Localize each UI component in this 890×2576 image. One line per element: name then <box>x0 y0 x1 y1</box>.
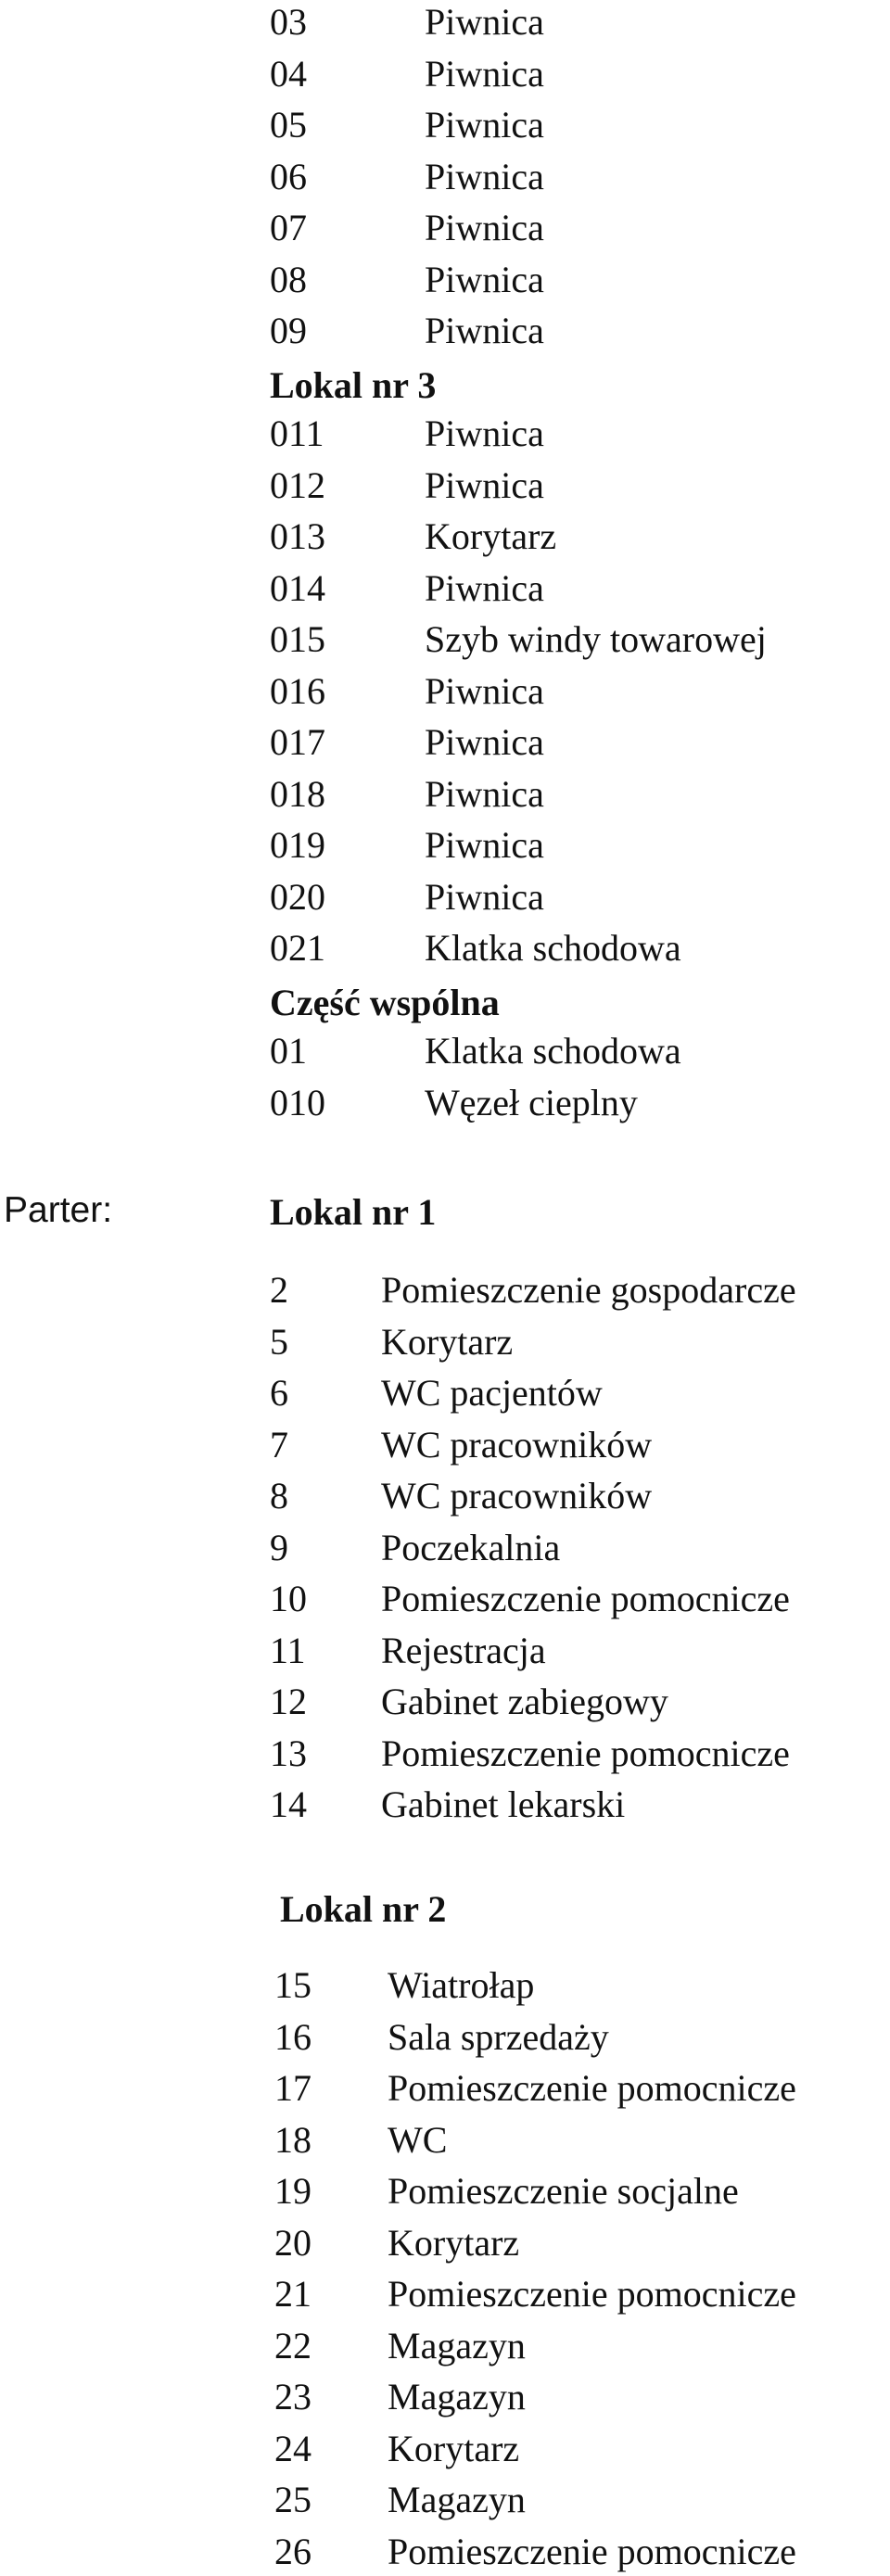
room-name: Piwnica <box>425 104 544 146</box>
room-name: Pomieszczenie pomocnicze <box>388 2067 796 2109</box>
room-number: 12 <box>270 1681 307 1722</box>
room-number: 13 <box>270 1732 307 1774</box>
room-number: 25 <box>274 2479 312 2520</box>
room-number: 11 <box>270 1629 306 1671</box>
room-name: Piwnica <box>425 721 544 763</box>
room-name: WC pracowników <box>381 1475 653 1516</box>
lokal-1-heading: Lokal nr 1 <box>270 1191 437 1233</box>
room-number: 010 <box>270 1081 325 1123</box>
room-name: Poczekalnia <box>381 1526 561 1568</box>
room-number: 06 <box>270 155 307 197</box>
room-name: Piwnica <box>425 669 544 712</box>
room-number: 16 <box>274 2015 312 2058</box>
room-name: Węzeł cieplny <box>425 1081 638 1123</box>
room-number: 10 <box>270 1578 307 1619</box>
room-name: Pomieszczenie socjalne <box>388 2170 739 2212</box>
room-number: 9 <box>270 1526 288 1568</box>
room-name: WC pracowników <box>381 1423 653 1466</box>
room-name: Pomieszczenie pomocnicze <box>381 1578 790 1619</box>
room-name: Piwnica <box>425 463 544 506</box>
lokal-2-heading: Lokal nr 2 <box>280 1888 447 1930</box>
room-number: 014 <box>270 566 325 609</box>
room-number: 03 <box>270 1 307 43</box>
room-name: Rejestracja <box>381 1629 546 1671</box>
room-number: 24 <box>274 2427 312 2469</box>
room-name: Gabinet lekarski <box>381 1783 626 1825</box>
room-name: Pomieszczenie gospodarcze <box>381 1269 796 1311</box>
room-name: Korytarz <box>388 2427 520 2469</box>
room-number: 012 <box>270 463 325 506</box>
room-number: 15 <box>274 1964 312 2006</box>
room-name: WC <box>388 2118 448 2161</box>
room-name: Korytarz <box>425 515 557 557</box>
room-number: 5 <box>270 1320 288 1363</box>
room-name: Piwnica <box>425 155 544 197</box>
room-name: Piwnica <box>425 412 544 454</box>
room-name: Piwnica <box>425 1 544 43</box>
room-name: Piwnica <box>425 566 544 609</box>
room-number: 015 <box>270 618 325 660</box>
room-number: 20 <box>274 2221 312 2264</box>
room-name: Korytarz <box>388 2221 520 2264</box>
room-name: Magazyn <box>388 2376 526 2417</box>
room-number: 07 <box>270 207 307 248</box>
room-number: 6 <box>270 1372 288 1414</box>
room-number: 21 <box>274 2273 312 2315</box>
room-name: Magazyn <box>388 2324 526 2367</box>
room-number: 23 <box>274 2376 312 2417</box>
room-number: 26 <box>274 2530 312 2572</box>
room-name: Wiatrołap <box>388 1964 535 2006</box>
room-name: WC pacjentów <box>381 1372 603 1414</box>
floor-label-parter: Parter: <box>4 1190 113 1230</box>
room-number: 021 <box>270 927 325 969</box>
room-number: 013 <box>270 515 325 557</box>
room-name: Piwnica <box>425 772 544 815</box>
room-number: 019 <box>270 824 325 866</box>
room-name: Korytarz <box>381 1320 514 1363</box>
room-number: 016 <box>270 669 325 712</box>
room-name: Piwnica <box>425 824 544 866</box>
room-number: 08 <box>270 258 307 300</box>
room-number: 14 <box>270 1783 307 1825</box>
room-name: Gabinet zabiegowy <box>381 1681 668 1722</box>
room-name: Klatka schodowa <box>425 1030 681 1072</box>
room-name: Szyb windy towarowej <box>425 618 767 660</box>
room-name: Pomieszczenie pomocnicze <box>381 1732 790 1774</box>
common-part-heading: Część wspólna <box>270 982 500 1023</box>
room-number: 01 <box>270 1030 307 1072</box>
room-name: Sala sprzedaży <box>388 2015 609 2058</box>
room-number: 017 <box>270 721 325 763</box>
room-number: 8 <box>270 1475 288 1516</box>
room-number: 18 <box>274 2118 312 2161</box>
room-number: 05 <box>270 104 307 146</box>
room-name: Pomieszczenie pomocnicze <box>388 2530 796 2572</box>
room-number: 020 <box>270 875 325 918</box>
room-name: Piwnica <box>425 52 544 95</box>
room-number: 22 <box>274 2324 312 2367</box>
lokal-3-heading: Lokal nr 3 <box>270 364 437 406</box>
room-number: 018 <box>270 772 325 815</box>
room-name: Piwnica <box>425 310 544 351</box>
room-name: Piwnica <box>425 258 544 300</box>
room-number: 2 <box>270 1269 288 1311</box>
room-number: 17 <box>274 2067 312 2109</box>
room-name: Pomieszczenie pomocnicze <box>388 2273 796 2315</box>
room-number: 09 <box>270 310 307 351</box>
room-name: Magazyn <box>388 2479 526 2520</box>
room-name: Piwnica <box>425 207 544 248</box>
room-number: 7 <box>270 1423 288 1466</box>
room-number: 04 <box>270 52 307 95</box>
room-number: 011 <box>270 412 324 454</box>
room-name: Klatka schodowa <box>425 927 681 969</box>
room-number: 19 <box>274 2170 312 2212</box>
room-name: Piwnica <box>425 875 544 918</box>
